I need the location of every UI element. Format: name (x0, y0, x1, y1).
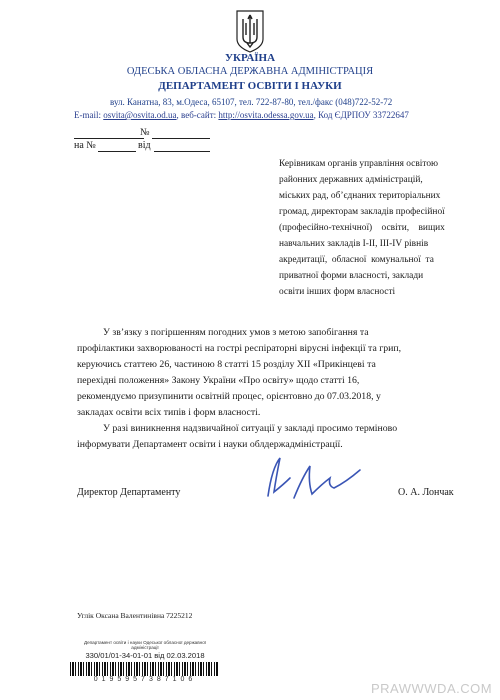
on-number-label: на № (74, 140, 96, 151)
stamp-reg-number: 330/01/01-34-01-01 від 02.03.2018 (85, 651, 205, 660)
body-line: керуючись статтею 26, частиною 8 статті 15 розділу XII «Прикінцеві та (77, 359, 376, 370)
body-line: перехідні положення» Закону України «Про освіту» щодо статті 16, (77, 375, 360, 386)
addressee-line: Керівникам органів управління освітою (279, 159, 439, 169)
outgoing-number-field-line (152, 138, 210, 139)
executor-info: Углік Оксана Валентинівна 7225212 (77, 611, 193, 620)
body-line: профілактики захворюваності на гострі респіраторні вірусні інфекції та грип, (77, 343, 402, 354)
outgoing-number-line (74, 138, 144, 139)
addressee-line: акредитації, обласної комунальної та (279, 255, 434, 265)
signature-scribble (250, 448, 370, 508)
body-line: інформувати Департамент освіти і науки облдержадміністрації. (77, 439, 343, 450)
email-label: E-mail: (74, 110, 101, 120)
addressee-line: громад, директорам закладів професійної (279, 207, 445, 217)
website-link[interactable]: http://osvita.odessa.gov.ua (218, 110, 314, 120)
barcode-digits: 0195957387106 (93, 676, 197, 683)
addressee-line: (професійно-технічної) освіти, вищих (279, 223, 445, 233)
date-from-line (154, 151, 210, 152)
edrpou-text: , Код ЄДРПОУ 33722647 (313, 110, 409, 120)
header-department: ДЕПАРТАМЕНТ ОСВІТИ І НАУКИ (158, 80, 342, 92)
on-number-line (98, 151, 136, 152)
email-link[interactable]: osvita@osvita.od.ua (103, 110, 177, 120)
number-sign: № (140, 127, 150, 138)
body-paragraph-1 (77, 325, 477, 421)
body-line: рекомендуємо призупинити освітній процес, орієнтовно до 07.03.2018, у (77, 391, 381, 402)
addressee-line: освіти інших форм власності (279, 287, 396, 297)
website-label: , веб-сайт: (176, 110, 217, 120)
addressee-line: міських рад, об’єднаних територіальних (279, 191, 441, 201)
date-from-label: від (138, 140, 151, 151)
body-line: У разі виникнення надзвичайної ситуації у закладі просимо терміново (103, 423, 398, 434)
coat-of-arms-icon (235, 9, 265, 53)
stamp-line: адміністрації (131, 645, 159, 650)
header-contacts (74, 110, 409, 120)
header-country: УКРАЇНА (224, 52, 276, 64)
addressee-line: районних державних адміністрацій, (279, 175, 423, 185)
header-administration: ОДЕСЬКА ОБЛАСНА ДЕРЖАВНА АДМІНІСТРАЦІЯ (126, 66, 374, 77)
signature-name: О. А. Лончак (398, 487, 454, 498)
header-address: вул. Канатна, 83, м.Одеса, 65107, тел. 722-87-80, тел./факс (048)722-52-72 (110, 97, 393, 107)
addressee-block (279, 156, 475, 300)
registration-stamp (70, 640, 220, 683)
body-line: закладах освіти всіх типів і форм власності. (77, 407, 261, 418)
addressee-line: приватної форми власності, заклади (279, 271, 424, 281)
barcode (70, 662, 218, 676)
watermark: PRAWWWDA.COM (371, 681, 493, 696)
stamp-line: Департамент освіти і науки Одеської обласної державної (83, 640, 207, 645)
signature-position: Директор Департаменту (77, 487, 181, 498)
body-line: У зв’язку з погіршенням погодних умов з метою запобігання та (103, 327, 369, 338)
addressee-line: навчальних закладів І-ІІ, ІІІ-ІV рівнів (279, 239, 429, 249)
